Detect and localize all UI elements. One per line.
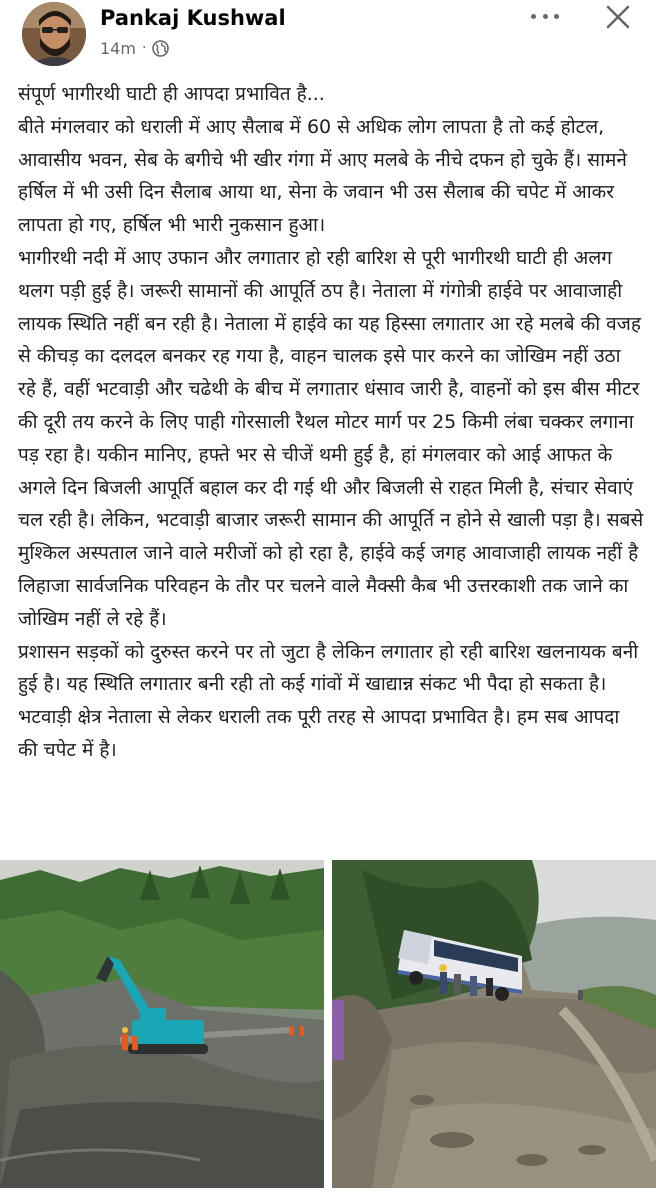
excavator-landslide-photo[interactable] xyxy=(0,860,324,1188)
post-paragraph: संपूर्ण भागीरथी घाटी ही आपदा प्रभावित है... xyxy=(18,83,325,105)
globe-icon[interactable] xyxy=(152,40,169,57)
close-icon[interactable] xyxy=(603,2,633,32)
meta-separator: · xyxy=(141,40,147,56)
post-body xyxy=(18,78,644,767)
post-paragraph: प्रशासन सड़कों को दुरुस्त करने पर तो जुटा है लेकिन लगातार हो रही बारिश खलनायक बनी हुई है। यह स्थिति लगातार बनी रही तो कई गांवों में खाद्यान्न संकट भी पैदा हो सकता है। भटवाड़ी क्षेत्र नेताला से लेकर धराली तक पूरी तरह से आपदा प्रभावित है। हम सब आपदा की चपेट में है। xyxy=(18,640,639,761)
post-paragraph: बीते मंगलवार को धराली में आए सैलाब में 60 से अधिक लोग लापता है तो कई होटल, आवासीय भवन, सेब के बगीचे भी खीर गंगा में आए मलबे के नीचे दफन हो चुके हैं। सामने हर्षिल में भी उसी दिन सैलाब आया था, सेना के जवान भी उस सैलाब की चपेट में आकर लापता हो गए, हर्षिल भी भारी नुकसान हुआ। xyxy=(18,115,627,237)
bus-landslide-road-photo[interactable] xyxy=(332,860,656,1188)
post-meta xyxy=(100,38,169,58)
post-time[interactable]: 14m xyxy=(100,38,136,58)
photo-grid xyxy=(0,860,656,1190)
author-name[interactable]: Pankaj Kushwal xyxy=(100,6,286,30)
post-paragraph: भागीरथी नदी में आए उफान और लगातार हो रही बारिश से पूरी भागीरथी घाटी ही अलग थलग पड़ी हुई है। जरूरी सामानों की आपूर्ति ठप है। नेताला में गंगोत्री हाईवे पर आवाजाही लायक स्थिति नहीं बन रही है। नेताला में हाईवे का यह हिस्सा लगातार आ रहे मलबे की वजह से कीचड़ का दलदल बनकर रह गया है, वाहन चालक इसे पार करने का जोखिम नहीं उठा रहे हैं, वहीं भटवाड़ी और चढेथी के बीच में लगातार धंसाव जारी है, वाहनों को इस बीस मीटर की दूरी तय करने के लिए पाही गोरसाली रैथल मोटर मार्ग पर 25 किमी लंबा चक्कर लगाना पड़ रहा है। यकीन मानिए, हफ्ते भर से चीजें थमी हुई है, हां मंगलवार को आई आफत के अगले दिन बिजली आपूर्ति बहाल कर दी गई थी और बिजली से राहत मिली है, संचार सेवाएं चल रही है। लेकिन, भटवाड़ी बाजार जरूरी सामान की आपूर्ति न होने से खाली पड़ा है। सबसे मुश्किल अस्पताल जाने वाले मरीजों को हो रहा है, हाईवे कई जगह आवाजाही लायक नहीं है लिहाजा सार्वजनिक परिवहन के तौर पर चलने वाले मैक्सी कैब भी उत्तरकाशी तक जाने का जोखिम नहीं ले रहे हैं। xyxy=(18,246,644,630)
author-avatar[interactable] xyxy=(22,2,86,66)
more-options-icon[interactable] xyxy=(527,6,563,26)
post-header xyxy=(0,0,656,72)
